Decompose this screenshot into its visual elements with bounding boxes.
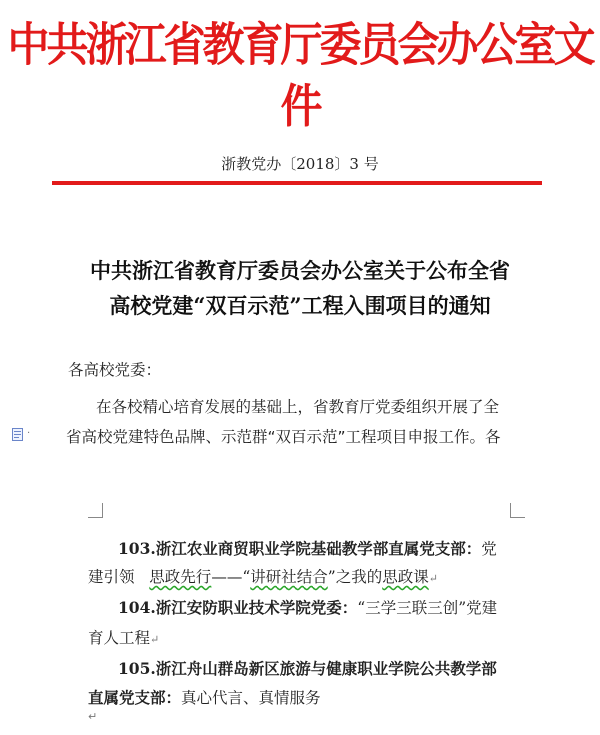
item-105-line-1 [118, 657, 497, 679]
crop-mark-left [88, 503, 103, 518]
document-number: 浙教党办〔2018〕3 号 [221, 155, 379, 173]
paragraph-anchor-dot: · [27, 428, 31, 439]
item-104-line-1 [118, 596, 497, 618]
paragraph-mark: ↵ [428, 572, 438, 585]
item-103-text-e: ”之我的 [327, 568, 383, 586]
paragraph-format-icon[interactable] [12, 428, 23, 441]
paragraph-line-1: 在各校精心培育发展的基础上，省教育厅党委组织开展了全 [96, 398, 500, 416]
item-103-line-1 [118, 537, 497, 559]
paragraph-line-2: 省高校党建特色品牌、示范群“双百示范”工程项目申报工作。各 [66, 428, 501, 446]
item-105-line-2 [88, 686, 321, 708]
item-103-title: 103.浙江农业商贸职业学院基础教学部直属党支部： [118, 539, 482, 558]
paragraph-mark-end: ↵ [88, 710, 98, 723]
header-title: 中共浙江省教育厅委员会办公室文件 [7, 17, 593, 134]
item-103-text-f: 思政课 [382, 568, 429, 586]
item-103-line-2 [88, 565, 438, 587]
item-105-title-1: 105.浙江舟山群岛新区旅游与健康职业学院公共教学部 [118, 659, 497, 678]
item-105-line2-tail: 真心代言、真情服务 [181, 689, 321, 707]
item-104-text: 育人工程 [88, 629, 151, 647]
item-104-line1-tail: “三学三联三创”党建 [357, 599, 498, 617]
addressee: 各高校党委： [68, 361, 162, 379]
item-103-text-b: 思政先行 [149, 568, 212, 586]
red-divider-rule [52, 181, 542, 185]
item-103-text-d: 讲研社结合 [250, 568, 328, 586]
notice-title-line-2: 高校党建“双百示范”工程入围项目的通知 [109, 293, 491, 318]
item-103-text-a: 建引领 [88, 568, 135, 586]
paragraph-mark: ↵ [150, 633, 160, 646]
crop-mark-right [510, 503, 525, 518]
item-103-line1-tail: 党 [481, 540, 497, 558]
item-105-title-2: 直属党支部： [88, 688, 182, 707]
notice-title-line-1: 中共浙江省教育厅委员会办公室关于公布全省 [90, 258, 510, 283]
item-104-line-2 [88, 626, 159, 648]
item-104-title: 104.浙江安防职业技术学院党委： [118, 598, 358, 617]
item-103-text-c: ——“ [211, 568, 251, 586]
